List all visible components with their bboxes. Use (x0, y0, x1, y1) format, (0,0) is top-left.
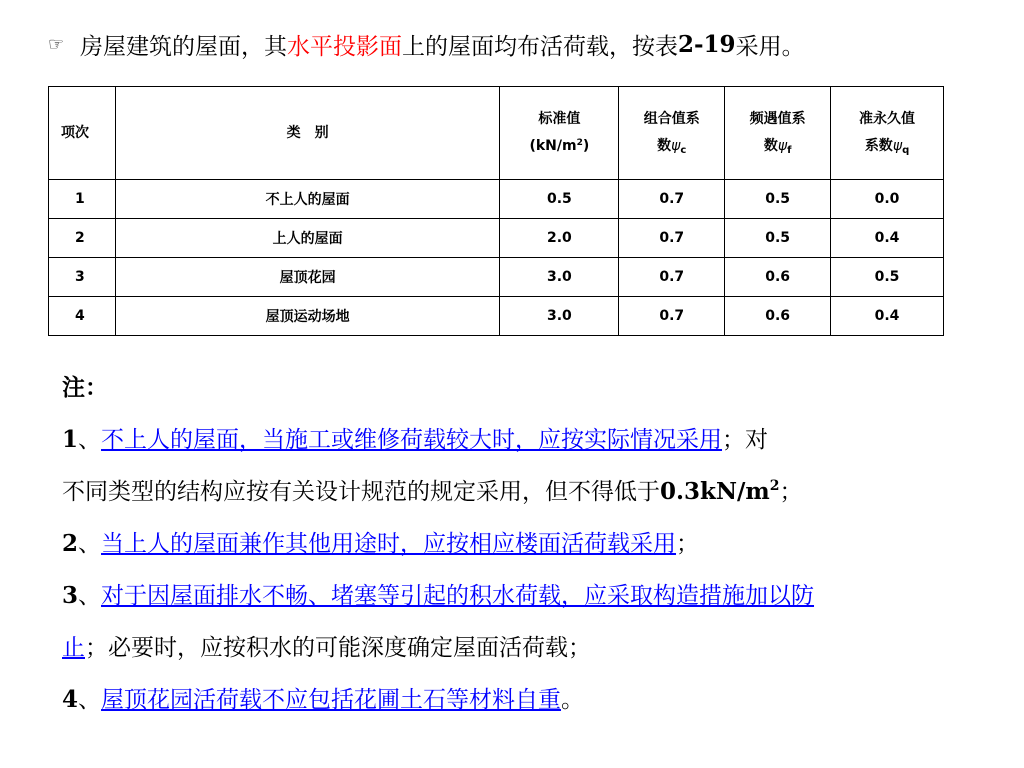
table-row (49, 219, 944, 258)
header-category: 类 别 (115, 87, 499, 180)
cell-psi-f: 0.5 (725, 180, 831, 219)
psi-f-symbol: ψ (777, 137, 788, 154)
heading-highlight: 水平投影面 (287, 33, 402, 60)
note-1-cont-pre: 不同类型的结构应按有关设计规范的规定采用，但不得低于 (62, 479, 660, 505)
note-number: 2 (62, 530, 79, 557)
notes-section (62, 362, 1002, 726)
note-number: 3 (62, 582, 79, 609)
cell-category: 不上人的屋面 (115, 180, 499, 219)
header-quasi-line1: 准永久值 (859, 111, 916, 128)
note-4-link[interactable]: 屋顶花园活荷载不应包括花圃土石等材料自重 (101, 687, 562, 713)
table-row (49, 297, 944, 336)
cell-psi-q: 0.0 (831, 180, 944, 219)
note-4-rest: 。 (561, 687, 585, 713)
cell-psi-q: 0.4 (831, 219, 944, 258)
cell-category: 屋顶运动场地 (115, 297, 499, 336)
cell-psi-c: 0.7 (619, 180, 725, 219)
heading-table-ref: 2-19 (678, 30, 736, 58)
slide-heading (48, 24, 805, 64)
header-frequent-line1: 频遇值系 (749, 111, 806, 128)
notes-title: 注： (62, 374, 108, 401)
note-separator: 、 (78, 583, 102, 609)
cell-standard-value: 2.0 (500, 219, 619, 258)
cell-item-no: 3 (49, 258, 116, 297)
note-2 (62, 518, 1002, 570)
note-separator: 、 (78, 687, 102, 713)
note-3-cont-link[interactable]: 止 (62, 635, 85, 661)
header-standard-value-unit-close: ) (582, 138, 590, 154)
heading-text-post2: 采用。 (735, 33, 805, 60)
note-1-cont-post: ； (779, 479, 803, 505)
roof-live-load-table (48, 86, 944, 336)
table-row (49, 180, 944, 219)
note-3 (62, 570, 1002, 622)
header-quasi-permanent-coefficient (831, 87, 944, 180)
note-1-link[interactable]: 不上人的屋面，当施工或维修荷载较大时，应按实际情况采用 (101, 427, 723, 453)
note-2-link[interactable]: 当上人的屋面兼作其他用途时，应按相应楼面活荷载采用 (101, 531, 677, 557)
psi-c-symbol: ψ (671, 137, 681, 154)
note-number: 4 (62, 686, 79, 713)
cell-item-no: 4 (49, 297, 116, 336)
note-1-continuation (62, 466, 1002, 518)
pointing-hand-icon: ☞ (48, 33, 65, 55)
psi-c-subscript: c (680, 144, 687, 156)
cell-item-no: 2 (49, 219, 116, 258)
cell-psi-c: 0.7 (619, 297, 725, 336)
cell-standard-value: 3.0 (500, 258, 619, 297)
cell-psi-f: 0.5 (725, 219, 831, 258)
note-4 (62, 674, 1002, 726)
note-number: 1 (62, 426, 79, 453)
heading-text-pre: 房屋建筑的屋面，其 (80, 33, 287, 60)
header-standard-value-unit: (kN/m (529, 138, 577, 154)
header-combination-coefficient (619, 87, 725, 180)
header-item-no: 项次 (49, 87, 116, 180)
note-3-cont-rest: ；必要时，应按积水的可能深度确定屋面活荷载； (85, 635, 591, 661)
cell-standard-value: 3.0 (500, 297, 619, 336)
cell-category: 屋顶花园 (115, 258, 499, 297)
psi-q-subscript: q (902, 144, 910, 156)
cell-psi-f: 0.6 (725, 258, 831, 297)
note-3-continuation (62, 622, 1002, 674)
heading-text-post: 上的屋面均布活荷载，按表 (402, 33, 678, 60)
psi-q-symbol: ψ (892, 137, 903, 154)
note-1-rest: ；对 (722, 427, 769, 453)
cell-psi-q: 0.5 (831, 258, 944, 297)
header-standard-value (500, 87, 619, 180)
header-combination-line2: 数 (657, 137, 672, 154)
note-1 (62, 414, 1002, 466)
cell-item-no: 1 (49, 180, 116, 219)
note-separator: 、 (78, 427, 102, 453)
cell-category: 上人的屋面 (115, 219, 499, 258)
minimum-load-unit-exp: 2 (769, 478, 780, 494)
cell-psi-c: 0.7 (619, 219, 725, 258)
header-standard-value-unit-exp: 2 (576, 138, 583, 148)
psi-f-subscript: f (787, 144, 792, 156)
note-separator: 、 (78, 531, 102, 557)
cell-psi-f: 0.6 (725, 297, 831, 336)
cell-standard-value: 0.5 (500, 180, 619, 219)
header-frequent-coefficient (725, 87, 831, 180)
header-combination-line1: 组合值系 (643, 111, 700, 128)
header-standard-value-label: 标准值 (538, 111, 581, 128)
minimum-load-value: 0.3kN/m (660, 478, 770, 505)
note-3-link[interactable]: 对于因屋面排水不畅、堵塞等引起的积水荷载，应采取构造措施加以防 (101, 583, 815, 609)
cell-psi-q: 0.4 (831, 297, 944, 336)
table-row (49, 258, 944, 297)
cell-psi-c: 0.7 (619, 258, 725, 297)
header-quasi-line2: 系数 (864, 137, 893, 154)
table-header-row (49, 87, 944, 180)
header-frequent-line2: 数 (763, 137, 778, 154)
note-2-rest: ； (676, 531, 700, 557)
